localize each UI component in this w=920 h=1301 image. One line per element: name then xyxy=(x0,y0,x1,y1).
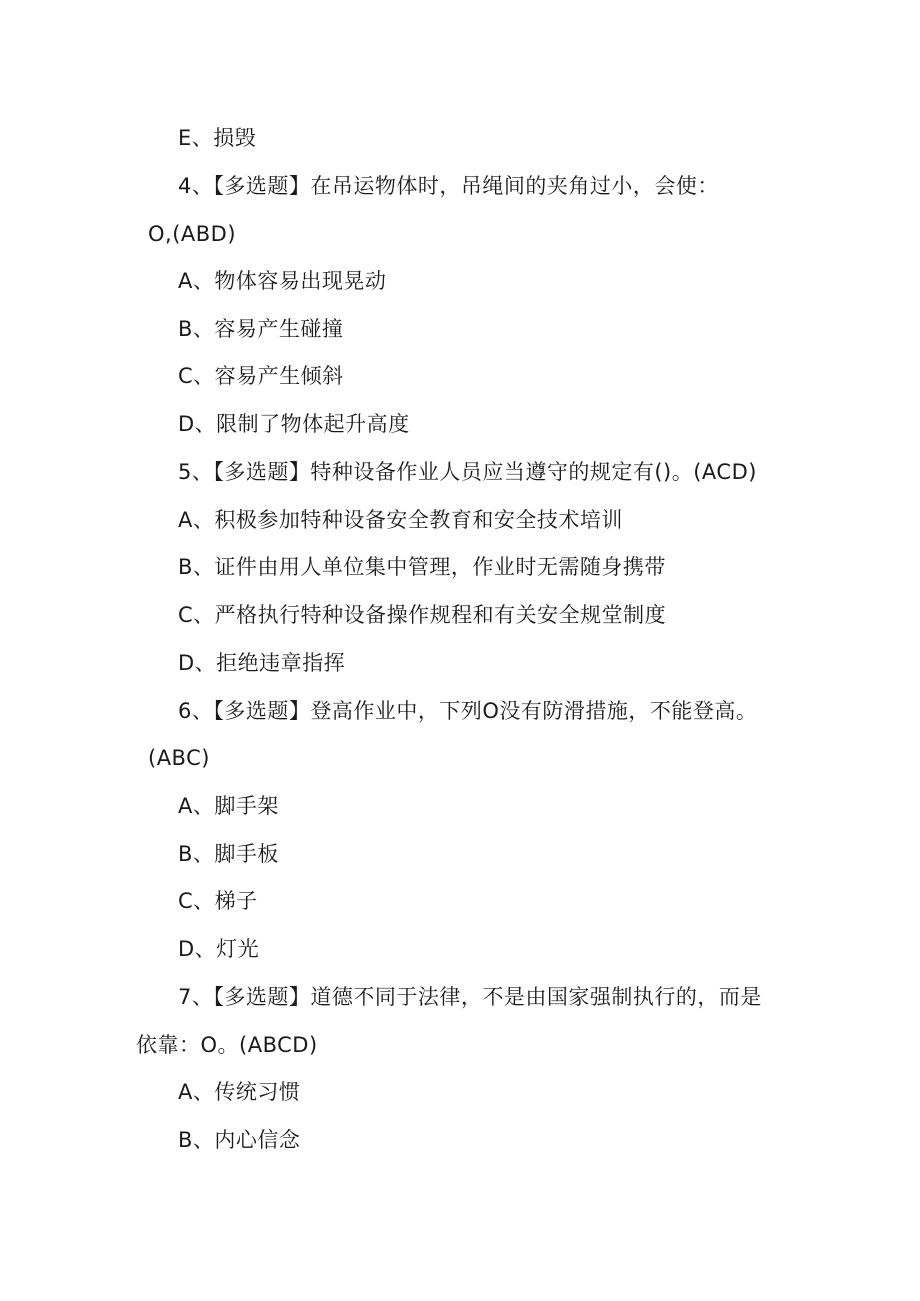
q3-option-e: E、损毁 xyxy=(178,126,257,150)
q4-option-d: D、限制了物体起升高度 xyxy=(178,412,410,436)
question-7-text: 7、【多选题】道德不同于法律，不是由国家强制执行的，而是 xyxy=(178,985,762,1009)
q7-option-a: A、传统习惯 xyxy=(178,1080,301,1104)
q6-option-a: A、脚手架 xyxy=(178,794,279,818)
q4-option-c: C、容易产生倾斜 xyxy=(178,364,344,388)
q5-option-c: C、严格执行特种设备操作规程和有关安全规堂制度 xyxy=(178,603,667,627)
q5-option-a: A、积极参加特种设备安全教育和安全技术培训 xyxy=(178,508,623,532)
question-5-text: 5、【多选题】特种设备作业人员应当遵守的规定有()。(ACD) xyxy=(178,460,757,484)
q6-option-d: D、灯光 xyxy=(178,937,260,961)
q6-option-c: C、梯子 xyxy=(178,889,258,913)
question-7-continued: 依靠：O。(ABCD) xyxy=(136,1033,318,1057)
question-4-text: 4、【多选题】在吊运物体时，吊绳间的夹角过小，会使： xyxy=(178,174,719,198)
question-4-answer: O,(ABD) xyxy=(148,222,237,246)
question-6-text: 6、【多选题】登高作业中，下列O没有防滑措施，不能登高。 xyxy=(178,699,758,723)
q4-option-b: B、容易产生碰撞 xyxy=(178,317,344,341)
q6-option-b: B、脚手板 xyxy=(178,842,279,866)
q5-option-d: D、拒绝违章指挥 xyxy=(178,651,346,675)
q7-option-b: B、内心信念 xyxy=(178,1128,301,1152)
q4-option-a: A、物体容易出现晃动 xyxy=(178,269,387,293)
q5-option-b: B、证件由用人单位集中管理，作业时无需随身携带 xyxy=(178,555,666,579)
question-6-answer: (ABC) xyxy=(148,746,210,770)
